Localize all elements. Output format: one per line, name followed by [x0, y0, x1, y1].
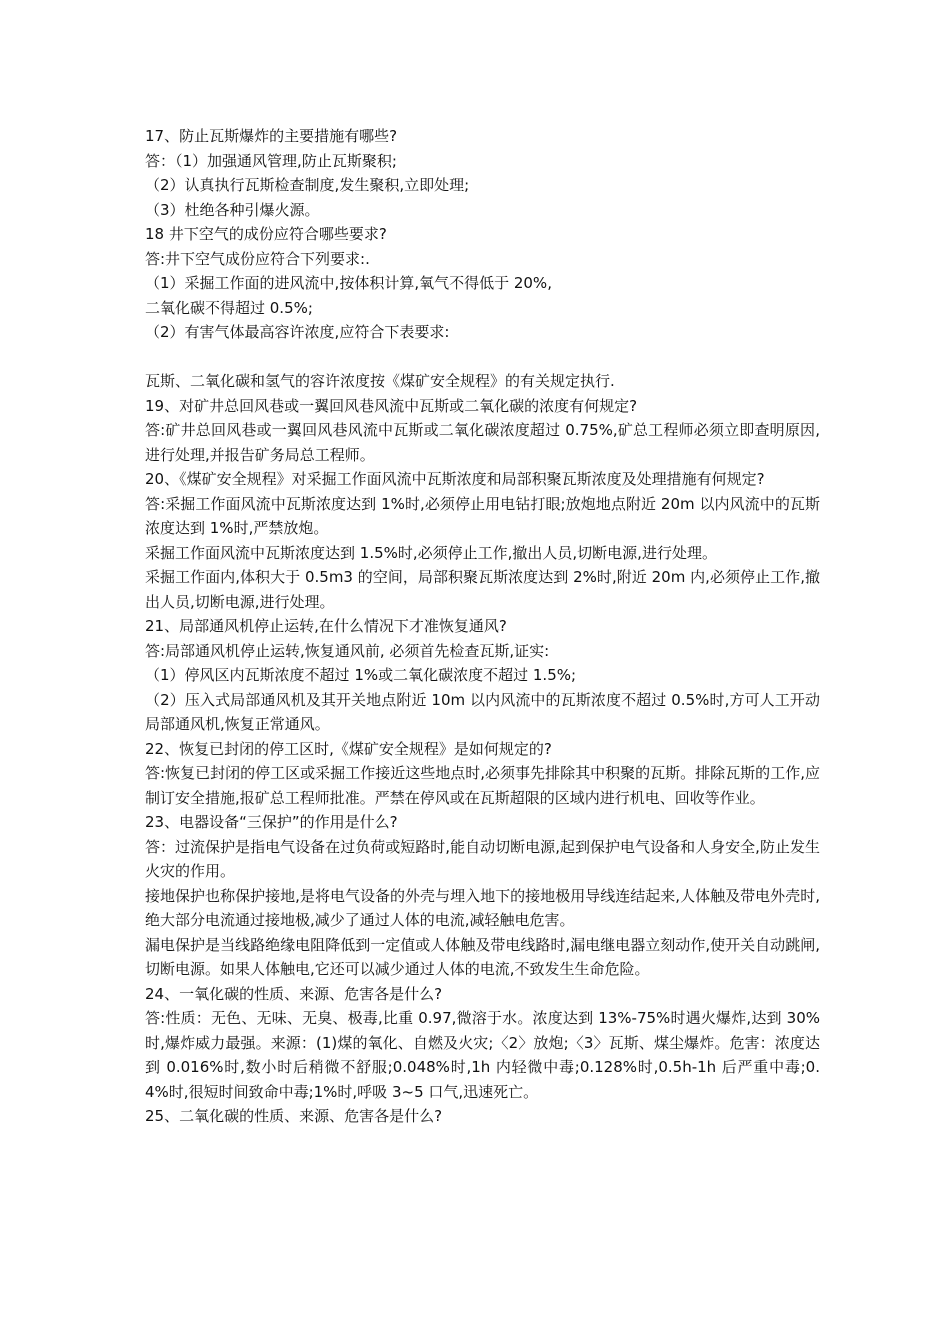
paragraph: 答:性质：无色、无味、无臭、极毒,比重 0.97,微溶于水。浓度达到 13%-75%时遇火爆炸,达到 30%时,爆炸威力最强。来源：(1)煤的氧化、自燃及火灾;〈2〉放炮;〈3〉瓦斯、煤尘爆炸。危害：浓度达到 0.016%时,数小时后稍微不舒服;0.048%时,1h 内轻微中毒;0.128%时,0.5h-1h 后严重中毒;0.4%时,很短时间致命中毒;1%时,呼吸 3~5 口气,迅速死亡。: [145, 1009, 820, 1101]
paragraph: 漏电保护是当线路绝缘电阻降低到一定值或人体触及带电线路时,漏电继电器立刻动作,使开关自动跳闸,切断电源。如果人体触电,它还可以减少通过人体的电流,不致发生生命危险。: [145, 935, 820, 978]
paragraph: 答:井下空气成份应符合下列要求:.: [145, 249, 370, 268]
paragraph: 答:采掘工作面风流中瓦斯浓度达到 1%时,必须停止用电钻打眼;放炮地点附近 20m 以内风流中的瓦斯浓度达到 1%时,严禁放炮。: [145, 494, 820, 537]
paragraph: 采掘工作面风流中瓦斯浓度达到 1.5%时,必须停止工作,撤出人员,切断电源,进行处理。: [145, 543, 717, 562]
paragraph: （2）压入式局部通风机及其开关地点附近 10m 以内风流中的瓦斯浓度不超过 0.5%时,方可人工开动局部通风机,恢复正常通风。: [145, 690, 820, 733]
paragraph: 答:矿井总回风巷或一翼回风巷风流中瓦斯或二氧化碳浓度超过 0.75%,矿总工程师必须立即查明原因,进行处理,并报告矿务局总工程师。: [145, 421, 820, 464]
table-placeholder-gap: [145, 345, 820, 370]
paragraph: 二氧化碳不得超过 0.5%;: [145, 298, 313, 317]
paragraph: 答:恢复已封闭的停工区或采掘工作接近这些地点时,必须事先排除其中积聚的瓦斯。排除瓦斯的工作,应制订安全措施,报矿总工程师批准。严禁在停风或在瓦斯超限的区域内进行机电、回收等作业。: [145, 764, 820, 807]
paragraph: 21、局部通风机停止运转,在什么情况下才准恢复通风?: [145, 617, 507, 635]
paragraph: 20、《煤矿安全规程》对采掘工作面风流中瓦斯浓度和局部积聚瓦斯浓度及处理措施有何规定?: [145, 470, 765, 488]
paragraph: 采掘工作面内,体积大于 0.5m3 的空间，局部积聚瓦斯浓度达到 2%时,附近 20m 内,必须停止工作,撤出人员,切断电源,进行处理。: [145, 568, 820, 611]
paragraph: 25、二氧化碳的性质、来源、危害各是什么?: [145, 1107, 443, 1125]
paragraph: 19、对矿井总回风巷或一翼回风巷风流中瓦斯或二氧化碳的浓度有何规定?: [145, 396, 638, 415]
paragraph: 24、一氧化碳的性质、来源、危害各是什么?: [145, 984, 443, 1003]
document-body: [145, 124, 820, 1129]
paragraph: 22、恢复已封闭的停工区时,《煤矿安全规程》是如何规定的?: [145, 739, 552, 758]
paragraph: 18 井下空气的成份应符合哪些要求?: [145, 225, 387, 243]
paragraph: 答：过流保护是指电气设备在过负荷或短路时,能自动切断电源,起到保护电气设备和人身安全,防止发生火灾的作用。: [145, 837, 820, 880]
paragraph: 17、防止瓦斯爆炸的主要措施有哪些?: [145, 127, 398, 145]
paragraph: 瓦斯、二氧化碳和氢气的容许浓度按《煤矿安全规程》的有关规定执行.: [145, 372, 615, 390]
paragraph: （1）停风区内瓦斯浓度不超过 1%或二氧化碳浓度不超过 1.5%;: [145, 666, 577, 684]
paragraph: （3）杜绝各种引爆火源。: [145, 200, 320, 219]
paragraph: （2）有害气体最高容许浓度,应符合下表要求:: [145, 323, 450, 341]
paragraph: 答：（1）加强通风管理,防止瓦斯聚积;: [145, 151, 397, 170]
paragraph: （1）采掘工作面的进风流中,按体积计算,氧气不得低于 20%,: [145, 274, 552, 292]
paragraph: （2）认真执行瓦斯检查制度,发生聚积,立即处理;: [145, 176, 470, 194]
paragraph: 23、电器设备“三保护”的作用是什么?: [145, 813, 398, 831]
paragraph: 接地保护也称保护接地,是将电气设备的外壳与埋入地下的接地极用导线连结起来,人体触及带电外壳时,绝大部分电流通过接地极,减少了通过人体的电流,减轻触电危害。: [145, 886, 820, 929]
paragraph: 答:局部通风机停止运转,恢复通风前, 必须首先检查瓦斯,证实:: [145, 641, 550, 660]
